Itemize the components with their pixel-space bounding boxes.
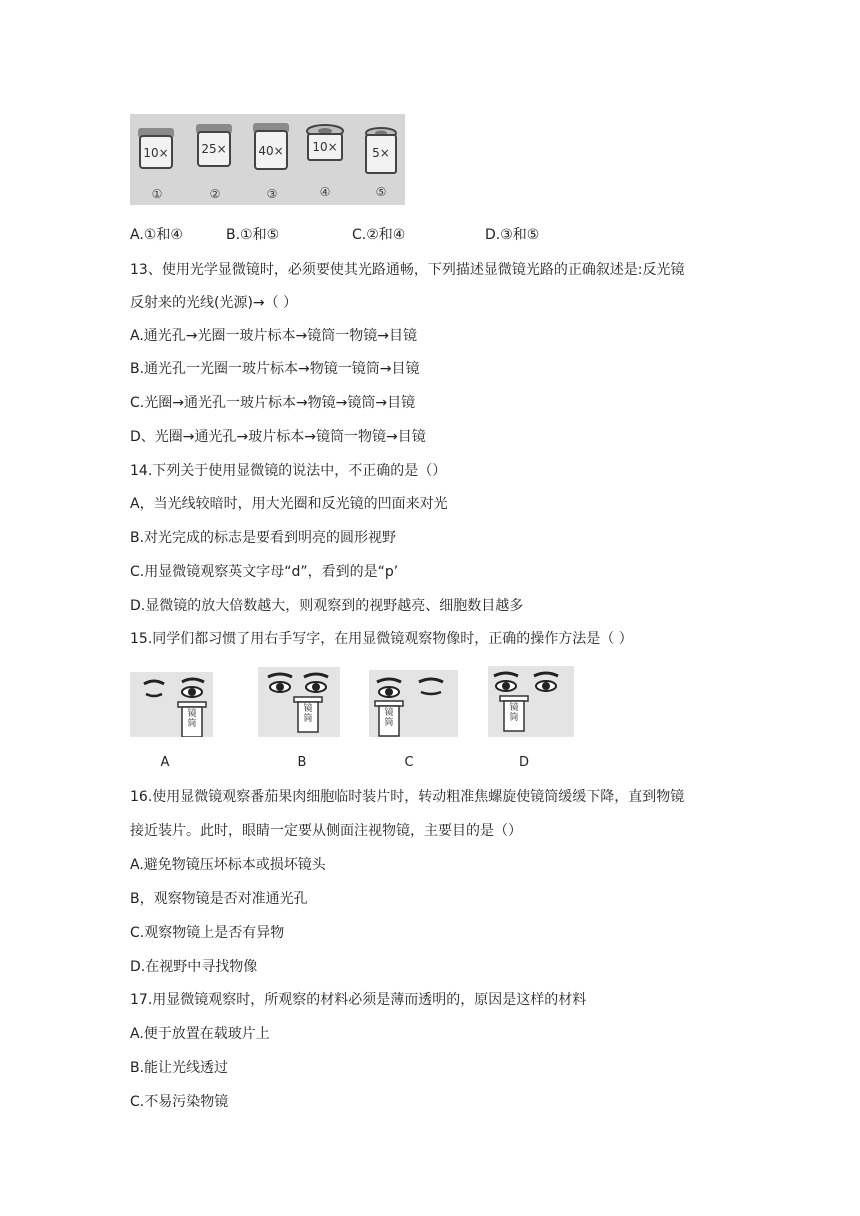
lens-3-number: ③ [266, 187, 278, 201]
q16-stem-line1: 16.使用显微镜观察番茄果肉细胞临时装片时，转动粗准焦螺旋使镜筒缓缓下降，直到物镜 [130, 789, 685, 805]
q15-b-tube-text: 镜筒 [303, 704, 313, 724]
q15-a-tube-text: 镜筒 [187, 709, 197, 729]
q13-option-b: B.通光孔一光圈一玻片标本→物镜一镜筒→目镜 [130, 361, 420, 377]
q15-figure-a [130, 672, 213, 737]
q17-stem: 17.用显微镜观察时，所观察的材料必须是薄而透明的，原因是这样的材料 [130, 992, 587, 1008]
q14-stem: 14.下列关于使用显微镜的说法中，不正确的是（） [130, 463, 447, 479]
q14-option-a: A，当光线较暗时，用大光圈和反光镜的凹面来对光 [130, 496, 448, 512]
q12-option-a: A.①和④ [130, 227, 183, 243]
eyes-a-icon [130, 672, 213, 737]
q15-caption-c: C [404, 755, 414, 770]
q16-option-b: B，观察物镜是否对准通光孔 [130, 891, 308, 907]
q15-figure-d [488, 666, 574, 737]
q15-caption-b: B [297, 755, 307, 770]
q12-option-b: B.①和⑤ [226, 227, 280, 243]
q15-caption-d: D [518, 755, 529, 770]
q16-stem-line2: 接近装片。此时，眼睛一定要从侧面注视物镜，主要目的是（） [130, 823, 522, 839]
q15-c-tube-text: 镜筒 [384, 708, 394, 728]
lens-5-mag: 5× [372, 146, 390, 160]
q13-stem-line1: 13、使用光学显微镜时，必须要使其光路通畅，下列描述显微镜光路的正确叙述是:反光镜 [130, 262, 685, 278]
lens-2-number: ② [209, 187, 221, 201]
q17-option-c: C.不易污染物镜 [130, 1094, 229, 1110]
eyes-b-icon [258, 667, 340, 737]
lens-2-mag: 25× [201, 142, 227, 156]
q14-option-b: B.对光完成的标志是要看到明亮的圆形视野 [130, 530, 397, 546]
lens-5-number: ⑤ [375, 185, 387, 199]
q13-option-d: D、光圈→通光孔→玻片标本→镜筒一物镜→目镜 [130, 429, 426, 445]
q13-option-a: A.通光孔→光圈一玻片标本→镜筒一物镜→目镜 [130, 328, 417, 344]
q14-option-d: D.显微镜的放大倍数越大，则观察到的视野越亮、细胞数目越多 [130, 598, 524, 614]
eyes-d-icon [488, 666, 574, 737]
q16-option-c: C.观察物镜上是否有异物 [130, 925, 285, 941]
lens-1-number: ① [151, 187, 163, 201]
lens-4-mag: 10× [312, 140, 338, 154]
lens-1-mag: 10× [143, 146, 169, 160]
q15-caption-a: A [160, 755, 170, 770]
q15-figure-b [258, 667, 340, 737]
q13-stem-line2: 反射来的光线(光源)→（ ） [130, 295, 298, 311]
q12-option-d: D.③和⑤ [485, 227, 540, 243]
q17-option-b: B.能让光线透过 [130, 1060, 229, 1076]
q12-option-c: C.②和④ [352, 227, 406, 243]
q15-stem: 15.同学们都习惯了用右手写字，在用显微镜观察物像时，正确的操作方法是（ ） [130, 631, 633, 647]
eyes-c-icon [369, 670, 458, 737]
q16-option-a: A.避免物镜压坏标本或损坏镜头 [130, 857, 326, 873]
q17-option-a: A.便于放置在载玻片上 [130, 1026, 270, 1042]
q13-option-c: C.光圈→通光孔一玻片标本→物镜→镜筒→目镜 [130, 395, 416, 411]
lens-3-mag: 40× [258, 144, 284, 158]
lens-figure [130, 114, 405, 205]
q16-option-d: D.在视野中寻找物像 [130, 959, 258, 975]
q15-figure-c [369, 670, 458, 737]
q15-d-tube-text: 镜筒 [509, 703, 519, 723]
q14-option-c: C.用显微镜观察英文字母“d”，看到的是“p’ [130, 564, 399, 580]
lens-4-number: ④ [319, 185, 331, 199]
